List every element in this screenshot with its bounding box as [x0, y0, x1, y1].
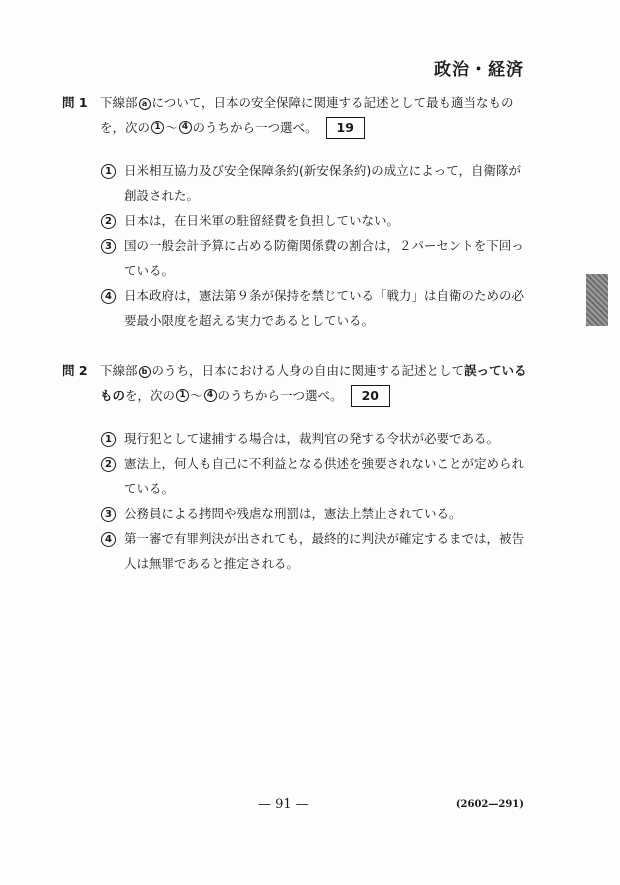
range-separator: 〜 — [190, 388, 203, 403]
question-stem-line1 — [100, 90, 532, 115]
document-code: (2602—291) — [455, 799, 524, 810]
choice-text: 第一審で有罪判決が出されても，最終的に判決が確定するまでは，被告人は無罪であると推定される。 — [124, 531, 525, 571]
question-number: 問 1 — [62, 95, 88, 110]
choice-text: 公務員による拷問や残虐な刑罰は，憲法上禁止されている。 — [124, 506, 462, 521]
choice-item — [100, 426, 532, 451]
answer-box: 19 — [326, 117, 365, 139]
choice-item — [100, 526, 532, 576]
underline-marker: a — [139, 98, 151, 110]
choice-list — [62, 426, 532, 576]
choice-item — [100, 501, 532, 526]
choice-number: 4 — [101, 532, 116, 547]
emphasis-text: 誤っている — [464, 363, 527, 378]
stem-text: のうち，日本における人身の自由に関連する記述として — [151, 363, 465, 378]
range-separator: 〜 — [165, 120, 178, 135]
choice-range-end: 4 — [179, 121, 192, 134]
stem-text: 下線部 — [100, 363, 138, 378]
choice-number: 2 — [101, 214, 116, 229]
stem-text: 下線部 — [100, 95, 138, 110]
choice-text: 日本は，在日米軍の駐留経費を負担していない。 — [124, 213, 400, 228]
emphasis-text: もの — [100, 388, 126, 403]
stem-text: について，日本の安全保障に関連する記述として最も適当なもの — [151, 95, 514, 110]
choice-range-start: 1 — [176, 389, 189, 402]
page-number: — 91 — — [258, 797, 309, 812]
question-2 — [62, 358, 532, 576]
question-stem-line1 — [100, 358, 532, 383]
choice-number: 1 — [101, 432, 116, 447]
choice-text: 現行犯として逮捕する場合は，裁判官の発する令状が必要である。 — [124, 431, 500, 446]
choice-item — [100, 158, 532, 208]
subject-header: 政治・経済 — [434, 60, 524, 80]
question-number: 問 2 — [62, 363, 88, 378]
choice-item — [100, 283, 532, 333]
choice-text: 憲法上，何人も自己に不利益となる供述を強要されないことが定められている。 — [124, 456, 525, 496]
stem-text: のうちから一つ選べ。 — [217, 388, 343, 403]
choice-number: 2 — [101, 457, 116, 472]
choice-text: 国の一般会計予算に占める防衛関係費の割合は，２パーセントを下回っている。 — [124, 238, 524, 278]
underline-marker: b — [139, 366, 151, 378]
choice-item — [100, 208, 532, 233]
question-1 — [62, 90, 532, 333]
choice-range-start: 1 — [151, 121, 164, 134]
stem-text: を，次の — [125, 388, 176, 403]
section-tab-marker — [586, 274, 608, 326]
stem-text: を，次の — [100, 120, 151, 135]
question-stem-line2 — [62, 115, 532, 140]
question-stem-line2 — [62, 383, 532, 408]
choice-number: 3 — [101, 507, 116, 522]
choice-item — [100, 233, 532, 283]
choice-text: 日本政府は，憲法第９条が保持を禁じている「戦力」は自衛のための必要最小限度を超える実力であるとしている。 — [124, 288, 525, 328]
choice-range-end: 4 — [204, 389, 217, 402]
choice-item — [100, 451, 532, 501]
choice-text: 日米相互協力及び安全保障条約(新安保条約)の成立によって，自衛隊が創設された。 — [124, 163, 522, 203]
choice-number: 1 — [101, 164, 116, 179]
choice-list — [62, 158, 532, 333]
choice-number: 3 — [101, 239, 116, 254]
answer-box: 20 — [351, 385, 390, 407]
stem-text: のうちから一つ選べ。 — [192, 120, 318, 135]
choice-number: 4 — [101, 289, 116, 304]
